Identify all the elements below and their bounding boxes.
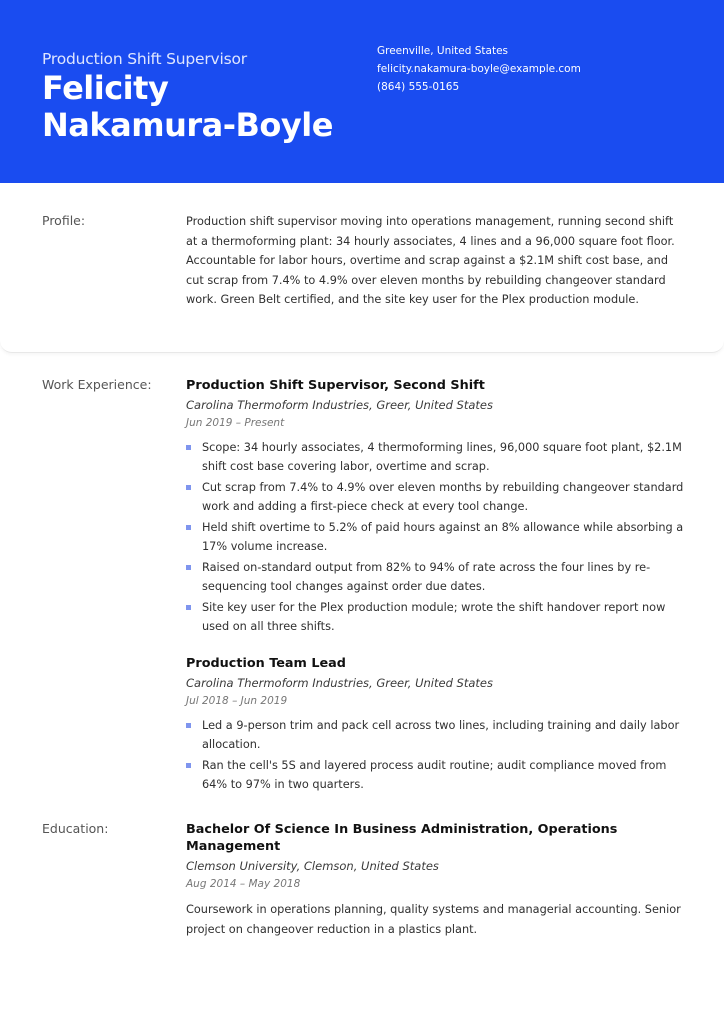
profile-section	[0, 183, 724, 353]
list-item	[186, 519, 686, 556]
bullet-text: Led a 9-person trim and pack cell across two lines, including training and daily labor allocation.	[202, 719, 680, 751]
contact-phone[interactable]: (864) 555-0165	[377, 81, 460, 93]
job-entry	[186, 377, 686, 639]
bullet-text: Held shift overtime to 5.2% of paid hours against an 8% allowance while absorbing a 17% volume increase.	[202, 521, 684, 553]
job-dates: Jul 2018 – Jun 2019	[186, 695, 288, 707]
candidate-name: Felicity Nakamura-Boyle	[42, 69, 333, 144]
education-dates: Aug 2014 – May 2018	[186, 878, 301, 890]
list-item	[186, 717, 686, 754]
bullet-square-icon	[186, 763, 191, 768]
job-bullet-list	[186, 717, 686, 794]
bullet-square-icon	[186, 525, 191, 530]
bullet-square-icon	[186, 605, 191, 610]
bullet-text: Cut scrap from 7.4% to 4.9% over eleven months by rebuilding changeover standard work and adding a first-piece check at every tool change.	[202, 481, 684, 513]
bullet-square-icon	[186, 723, 191, 728]
bullet-text: Site key user for the Plex production module; wrote the shift handover report now used on all three shifts.	[202, 601, 666, 633]
bullet-square-icon	[186, 565, 191, 570]
job-company: Carolina Thermoform Industries, Greer, United States	[186, 676, 493, 690]
education-description: Coursework in operations planning, quality systems and managerial accounting. Senior project on changeover reduction in a plastics plant.	[186, 903, 681, 936]
job-dates: Jun 2019 – Present	[186, 417, 285, 429]
job-entry	[186, 655, 686, 797]
contact-email[interactable]: felicity.nakamura-boyle@example.com	[377, 63, 581, 75]
profile-text: Production shift supervisor moving into operations management, running second shift at a thermoforming plant: 34 hourly associates, 4 lines and a 96,000 square foot floor. Accountable for labor hours, overtime and scrap against a $2.1M shift cost base, and cut scrap from 7.4% to 4.9% over eleven months by rebuilding changeover standard work. Green Belt certified, and the site key user for the Plex production module.	[186, 215, 675, 306]
bullet-text: Scope: 34 hourly associates, 4 thermoforming lines, 96,000 square foot plant, $2.1M shift cost base covering labor, overtime and scrap.	[202, 441, 682, 473]
list-item	[186, 479, 686, 516]
job-title: Production Team Lead	[186, 656, 346, 671]
job-role-title: Production Shift Supervisor	[42, 50, 247, 68]
education-label: Education:	[42, 821, 109, 836]
work-experience-label: Work Experience:	[42, 377, 152, 392]
bullet-text: Raised on-standard output from 82% to 94% of rate across the four lines by re-sequencing tool changes against order due dates.	[202, 561, 651, 593]
profile-label: Profile:	[42, 213, 86, 228]
contact-info	[377, 42, 581, 96]
job-title: Production Shift Supervisor, Second Shift	[186, 378, 485, 393]
job-bullet-list	[186, 439, 686, 636]
degree-title: Bachelor Of Science In Business Administration, Operations Management	[186, 822, 618, 854]
school-name: Clemson University, Clemson, United States	[186, 859, 439, 873]
bullet-square-icon	[186, 445, 191, 450]
bullet-square-icon	[186, 485, 191, 490]
bullet-text: Ran the cell's 5S and layered process audit routine; audit compliance moved from 64% to 97% in two quarters.	[202, 759, 667, 791]
job-company: Carolina Thermoform Industries, Greer, United States	[186, 398, 493, 412]
list-item	[186, 757, 686, 794]
list-item	[186, 559, 686, 596]
resume-header	[0, 0, 724, 183]
list-item	[186, 439, 686, 476]
education-entry	[186, 821, 686, 939]
contact-location: Greenville, United States	[377, 45, 508, 57]
list-item	[186, 599, 686, 636]
